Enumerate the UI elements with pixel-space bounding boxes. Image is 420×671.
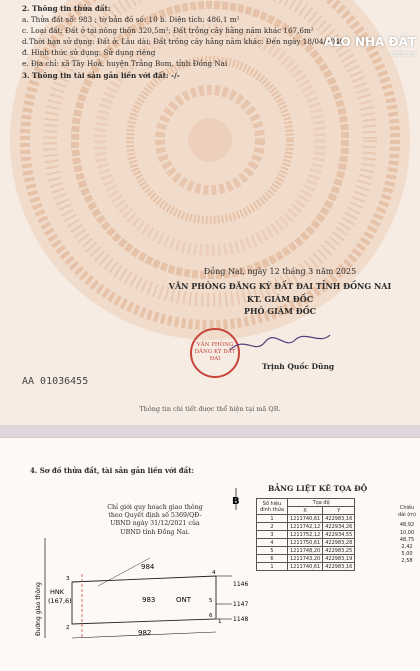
certificate-serial: AA 01036455 [22,376,89,387]
hnk-area: (167,6) [48,597,72,605]
parcel-number-line: a. Thửa đất số: 983 ; tờ bản đồ số: 10 b. Diện tích: 486,1 m² [22,15,240,24]
signer-name: Trịnh Quốc Dũng [262,362,335,371]
date-line: Đồng Nai, ngày 12 tháng 3 năm 2025 [203,267,357,276]
east-neighbor-3: 1148 [233,616,249,623]
table-row: 4 1211750,61 422983,28 [257,539,355,547]
edge-length: 2,42 [401,544,413,551]
road-label: Đường giao thông [35,582,42,636]
col-header-y: Y [323,507,355,515]
table-row: 5 1211748,20 422983,25 [257,547,355,555]
office-name: VĂN PHÒNG ĐĂNG KÝ ĐẤT ĐAI TỈNH ĐỒNG NAI [168,281,392,291]
signature [225,330,335,360]
table-row: 6 1211743,20 422983,19 [257,555,355,563]
on-behalf-title: KT. GIÁM ĐỐC [246,294,314,304]
north-neighbor: 984 [141,563,155,571]
east-neighbor-2: 1147 [233,601,249,608]
ont-label: ONT [176,596,192,604]
table-row: 3 1211752,12 422934,55 [257,531,355,539]
edge-length: 2,58 [401,558,413,565]
vertex-3: 3 [66,576,70,582]
vertex-4: 4 [212,570,216,576]
watermark-brand: ALO NHÀ ĐẤT [324,35,416,49]
section-2-title: 2. Thông tin thửa đất: [22,4,111,13]
table-row: 1 1211740,61 422983,16 [257,515,355,523]
col-header-x: X [288,507,323,515]
vertex-6: 6 [209,613,213,619]
table-row: 1 1211740,61 422983,16 [257,563,355,571]
south-neighbor: 982 [138,629,152,637]
col-header-vertex: Số hiệu đỉnh thửa [257,499,288,515]
edge-length: 48,75 [399,536,415,543]
seal-text: VĂN PHÒNG ĐĂNG KÝ ĐẤT ĐAI [194,342,236,362]
edge-length: 10,00 [399,529,415,536]
edge-length: 5,00 [401,551,413,558]
col-header-coord: Tọa độ [288,499,355,507]
vertex-1: 1 [218,619,222,625]
vertex-2: 2 [66,625,70,631]
parcel-number: 983 [142,596,156,604]
table-row: 2 1211742,12 422934,26 [257,523,355,531]
edge-length: 48,92 [399,522,415,529]
planning-note: Chỉ giới quy hoạch giao thông theo Quyết định số 5369/QĐ-UBND ngày 31/12/2021 của UBND tỉnh Đồng Nai. [107,504,203,536]
usage-form-line: đ. Hình thức sử dụng: Sử dụng riêng [22,48,156,57]
page-divider [0,425,420,437]
coordinate-table [256,498,355,571]
address-line: e. Địa chỉ: xã Tây Hoà, huyện Trảng Bom, tỉnh Đồng Nai [22,59,228,68]
deputy-title: PHÓ GIÁM ĐỐC [243,306,317,316]
certificate-page-2 [0,437,420,671]
land-type-line: c. Loại đất: Đất ở tại nông thôn 320,5m²; Đất trồng cây hằng năm khác 167,6m² [22,26,314,35]
east-neighbor-1: 1146 [233,581,249,588]
section-3-title: 3. Thông tin tài sản gắn liền với đất: -/- [22,71,180,80]
coordinate-table-title: BẢNG LIỆT KÊ TỌA ĐỘ [268,484,368,493]
hnk-label: HNK [50,588,65,596]
watermark-domain: .com.vn [388,50,416,58]
watermark-logo [324,36,416,60]
length-header: Chiều dài (m) [398,505,416,519]
north-arrow-icon: B [232,496,240,507]
section-4-title: 4. Sơ đồ thửa đất, tài sản gắn liền với đất: [30,466,195,475]
usage-term-line: d.Thời hạn sử dụng: Đất ở: Lâu dài; Đất trồng cây hằng năm khác: Đến ngày 18/04/2049 [22,37,345,46]
edge-lengths [396,505,418,566]
vertex-5: 5 [209,598,213,604]
qr-note: Thông tin chi tiết được thể hiện tại mã QR. [139,405,281,413]
